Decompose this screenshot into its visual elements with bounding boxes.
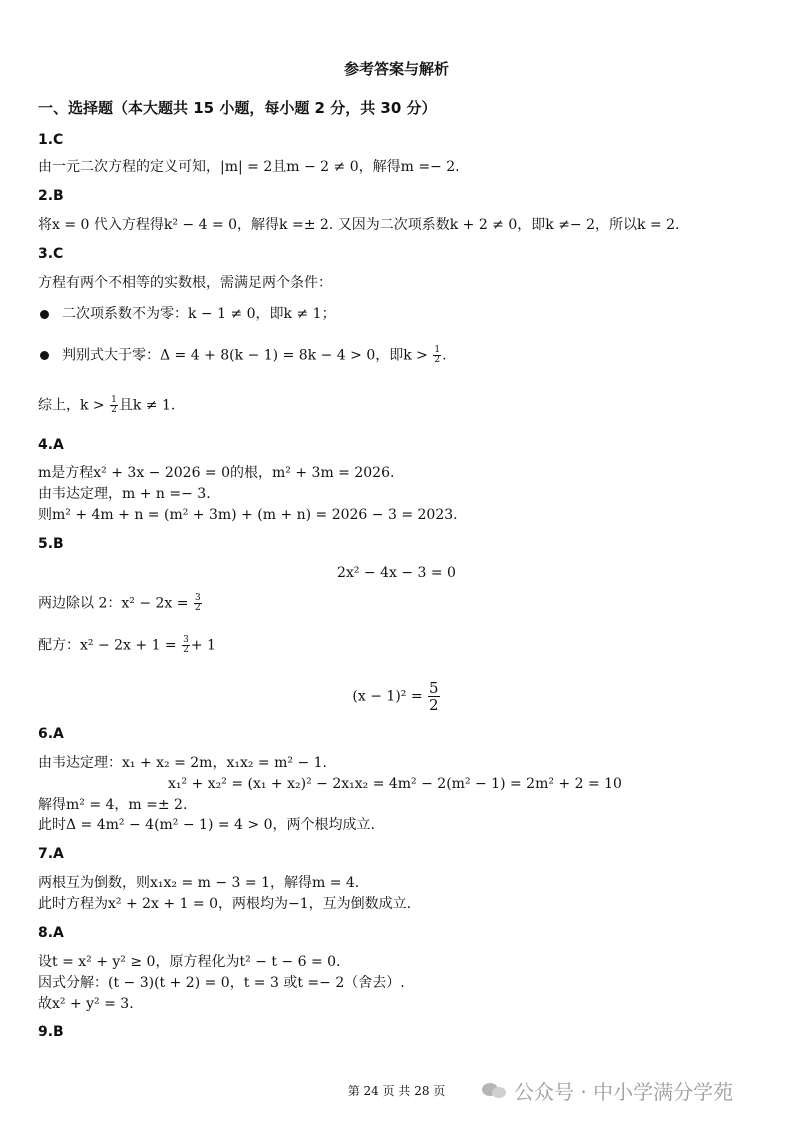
fraction xyxy=(110,396,118,415)
fraction-denominator: 2 xyxy=(183,645,189,655)
math-text: (x − 1)² = xyxy=(352,688,423,705)
solution-line: 由一元二次方程的定义可知，|m| = 2且m − 2 ≠ 0，解得m =− 2. xyxy=(38,159,460,175)
watermark-text: 公众号 · 中小学满分学苑 xyxy=(514,1080,734,1104)
fraction-numerator: 1 xyxy=(111,395,117,405)
display-equation: 2x² − 4x − 3 = 0 xyxy=(337,565,456,581)
fraction xyxy=(428,680,440,713)
solution-line: 故x² + y² = 3. xyxy=(38,996,134,1012)
question-number: 9.B xyxy=(38,1024,64,1040)
solution-line: 由韦达定理：x₁ + x₂ = 2m，x₁x₂ = m² − 1. xyxy=(38,755,327,771)
watermark xyxy=(482,1076,733,1105)
section-heading: 一、选择题（本大题共 15 小题，每小题 2 分，共 30 分） xyxy=(38,99,437,117)
solution-line: 则m² + 4m + n = (m² + 3m) + (m + n) = 2026 − 3 = 2023. xyxy=(38,507,458,523)
question-number: 5.B xyxy=(38,536,64,552)
wechat-icon xyxy=(482,1081,508,1101)
bullet-dot xyxy=(40,310,49,319)
solution-line xyxy=(38,396,175,415)
solution-line: 此时Δ = 4m² − 4(m² − 1) = 4 > 0，两个根均成立. xyxy=(38,817,375,833)
fraction-numerator: 3 xyxy=(194,593,201,603)
display-equation: x₁² + x₂² = (x₁ + x₂)² − 2x₁x₂ = 4m² − 2(m² − 1) = 2m² + 2 = 10 xyxy=(168,776,622,792)
solution-line: 设t = x² + y² ≥ 0，原方程化为t² − t − 6 = 0. xyxy=(38,954,341,970)
fraction xyxy=(182,636,190,655)
question-number: 2.B xyxy=(38,188,64,204)
fraction-numerator: 5 xyxy=(429,679,439,697)
solution-line: 因式分解：(t − 3)(t + 2) = 0，t = 3 或t =− 2（舍去）. xyxy=(38,975,405,991)
solution-line xyxy=(38,636,216,655)
solution-line: 方程有两个不相等的实数根，需满足两个条件： xyxy=(38,275,332,291)
math-text: 综上，k > xyxy=(38,397,105,414)
math-text: 且k ≠ 1. xyxy=(118,397,176,414)
math-text: 配方：x² − 2x + 1 = xyxy=(38,637,177,654)
solution-line: 将x = 0 代入方程得k² − 4 = 0，解得k =± 2. 又因为二次项系数k + 2 ≠ 0，即k ≠− 2，所以k = 2. xyxy=(38,217,680,233)
solution-line: 解得m² = 4，m =± 2. xyxy=(38,797,188,813)
solution-line xyxy=(62,346,447,365)
page-footer: 第 24 页 共 28 页 xyxy=(347,1084,446,1098)
bullet-dot xyxy=(40,351,49,360)
math-text: 两边除以 2：x² − 2x = xyxy=(38,595,189,612)
question-number: 8.A xyxy=(38,925,64,941)
question-number: 4.A xyxy=(38,437,64,453)
math-text: 判别式大于零：Δ = 4 + 8(k − 1) = 8k − 4 > 0，即k > xyxy=(62,347,428,364)
solution-line: 二次项系数不为零：k − 1 ≠ 0，即k ≠ 1； xyxy=(62,306,336,322)
math-text: . xyxy=(442,347,447,364)
fraction xyxy=(433,346,441,365)
fraction-numerator: 1 xyxy=(434,345,441,355)
fraction-denominator: 2 xyxy=(429,696,439,714)
fraction-denominator: 2 xyxy=(194,603,201,613)
solution-line xyxy=(38,594,203,613)
fraction-denominator: 2 xyxy=(434,355,441,365)
fraction xyxy=(194,594,202,613)
page-title: 参考答案与解析 xyxy=(343,60,449,78)
question-number: 1.C xyxy=(38,132,64,148)
display-equation xyxy=(0,680,793,713)
solution-line: m是方程x² + 3x − 2026 = 0的根，m² + 3m = 2026. xyxy=(38,465,395,481)
fraction-numerator: 3 xyxy=(183,635,189,645)
question-number: 6.A xyxy=(38,726,64,742)
solution-line: 两根互为倒数，则x₁x₂ = m − 3 = 1，解得m = 4. xyxy=(38,875,360,891)
solution-line: 由韦达定理，m + n =− 3. xyxy=(38,486,211,502)
fraction-denominator: 2 xyxy=(111,405,117,415)
solution-line: 此时方程为x² + 2x + 1 = 0，两根均为−1，互为倒数成立. xyxy=(38,896,412,912)
question-number: 3.C xyxy=(38,246,64,262)
question-number: 7.A xyxy=(38,846,64,862)
math-text: + 1 xyxy=(190,637,216,654)
